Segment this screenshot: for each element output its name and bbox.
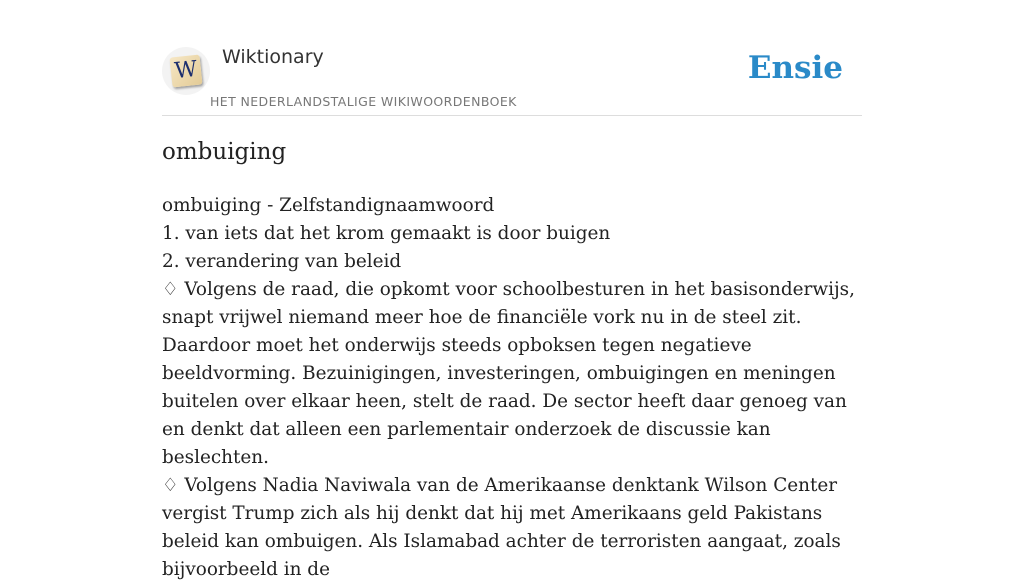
site-name[interactable]: Wiktionary bbox=[222, 46, 324, 68]
ensie-brand-link[interactable]: Ensie bbox=[747, 50, 843, 86]
page-title: ombuiging bbox=[162, 139, 287, 165]
site-tagline: HET NEDERLANDSTALIGE WIKIWOORDENBOEK bbox=[210, 94, 517, 109]
definition-2: 2. verandering van beleid bbox=[162, 251, 402, 272]
definition-1: 1. van iets dat het krom gemaakt is door buigen bbox=[162, 223, 611, 244]
logo-tile: W bbox=[170, 55, 203, 88]
site-header bbox=[162, 40, 862, 116]
wiktionary-logo-icon[interactable] bbox=[162, 47, 210, 95]
part-of-speech-line: ombuiging - Zelfstandignaamwoord bbox=[162, 195, 495, 216]
example-1: ♢ Volgens de raad, die opkomt voor schoolbesturen in het basisonderwijs, snapt vrijwel niemand meer hoe de financiële vork nu in de steel zit. Daardoor moet het onderwijs steeds opboksen tegen negatieve beeldvorming. Bezuinigingen, investeringen, ombuigingen en meningen buitelen over elkaar heen, stelt de raad. De sector heeft daar genoeg van en denkt dat alleen een parlementair onderzoek de discussie kan beslechten. bbox=[162, 279, 855, 468]
entry-body bbox=[162, 192, 862, 584]
example-2: ♢ Volgens Nadia Naviwala van de Amerikaanse denktank Wilson Center vergist Trump zich als hij denkt dat hij met Amerikaans geld Pakistans beleid kan ombuigen. Als Islamabad achter de terroristen aangaat, zoals bijvoorbeeld in de bbox=[162, 475, 841, 580]
